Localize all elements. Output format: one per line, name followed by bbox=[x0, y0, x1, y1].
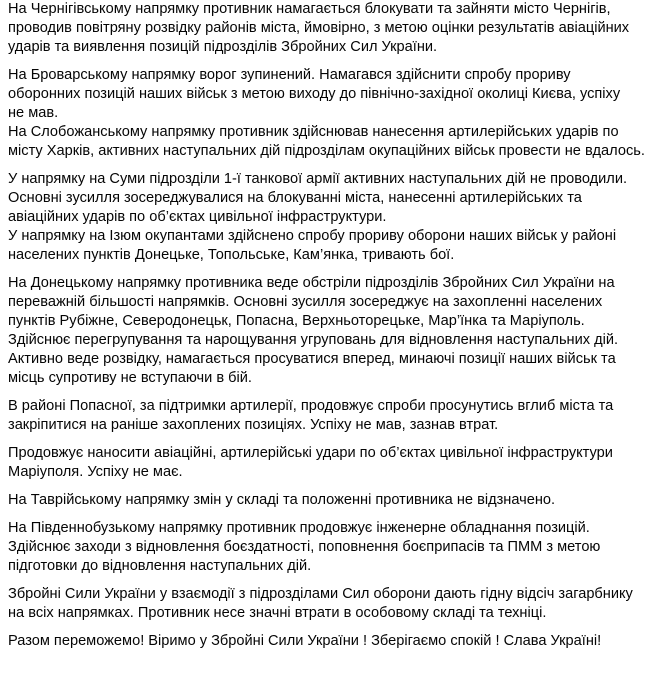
paragraph-brovary: На Броварському напрямку ворог зупинений. Намагався здійснити спробу прориву оборонних позицій наших військ з метою виходу до північно-західної околиці Києва, успіху не мав. bbox=[8, 67, 621, 121]
paragraph-pivdennobuzkyi: На Південнобузькому напрямку противник продовжує інженерне обладнання позицій. Здійснює заходи з відновлення боєздатності, поповнення боєприпасів та ПММ з метою підготовки до відновлення наступальних дій. bbox=[8, 520, 601, 574]
paragraph-tavriiskyi: На Таврійському напрямку змін у складі та положенні противника не відзначено. bbox=[8, 492, 556, 508]
paragraph-sumy: У напрямку на Суми підрозділи 1-ї танкової армії активних наступальних дій не проводили. Основні зусилля зосереджувалися на блокуванні міста, нанесенні артилерійських та авіаційних ударів по об’єктах цивільної інфраструктури. bbox=[8, 171, 628, 225]
paragraph-closing: Разом переможемо! Віримо у Збройні Сили України ! Зберігаємо спокій ! Слава Україні! bbox=[8, 633, 602, 649]
paragraph-mariupol: Продовжує наносити авіаційні, артилерійські удари по об’єктах цивільної інфраструктури Маріуполя. Успіху не має. bbox=[8, 445, 613, 480]
paragraph-popasna: В районі Попасної, за підтримки артилерії, продовжує спроби просунутись вглиб міста та закріпитися на раніше захоплених позиціях. Успіху не мав, зазнав втрат. bbox=[8, 398, 614, 433]
paragraph-chernihiv: На Чернігівському напрямку противник намагається блокувати та зайняти місто Чернігів, проводив повітряну розвідку районів міста, ймовірно, з метою оцінки результатів авіаційних ударів та виявлення позицій підрозділів Збройних Сил України. bbox=[8, 1, 630, 55]
paragraph-slobozhanskyi: На Слобожанському напрямку противник здійснював нанесення артилерійських ударів по місту Харків, активних наступальних дій підрозділам окупаційних військ провести не вдалось. bbox=[8, 124, 645, 159]
paragraph-armed-forces: Збройні Сили України у взаємодії з підрозділами Сил оборони дають гідну відсіч загарбнику на всіх напрямках. Противник несе значні втрати в особовому складі та техніці. bbox=[8, 586, 633, 621]
paragraph-izium: У напрямку на Ізюм окупантами здійснено спробу прориву оборони наших військ у районі населених пунктів Донецьке, Топольське, Кам’янка, тривають бої. bbox=[8, 228, 617, 263]
paragraph-donetsk: На Донецькому напрямку противника веде обстріли підрозділів Збройних Сил України на переважній більшості напрямків. Основні зусилля зосереджує на захопленні населених пунктів Рубіжне, Северодонецьк, Попасна, Верхньоторецьке, Мар’їнка та Маріуполь. Здійснює перегрупування та нарощування угруповань для відновлення наступальних дій. Активно веде розвідку, намагається просуватися вперед, минаючі позиції наших військ та місць супротиву не вступаючи в бій. bbox=[8, 275, 619, 386]
